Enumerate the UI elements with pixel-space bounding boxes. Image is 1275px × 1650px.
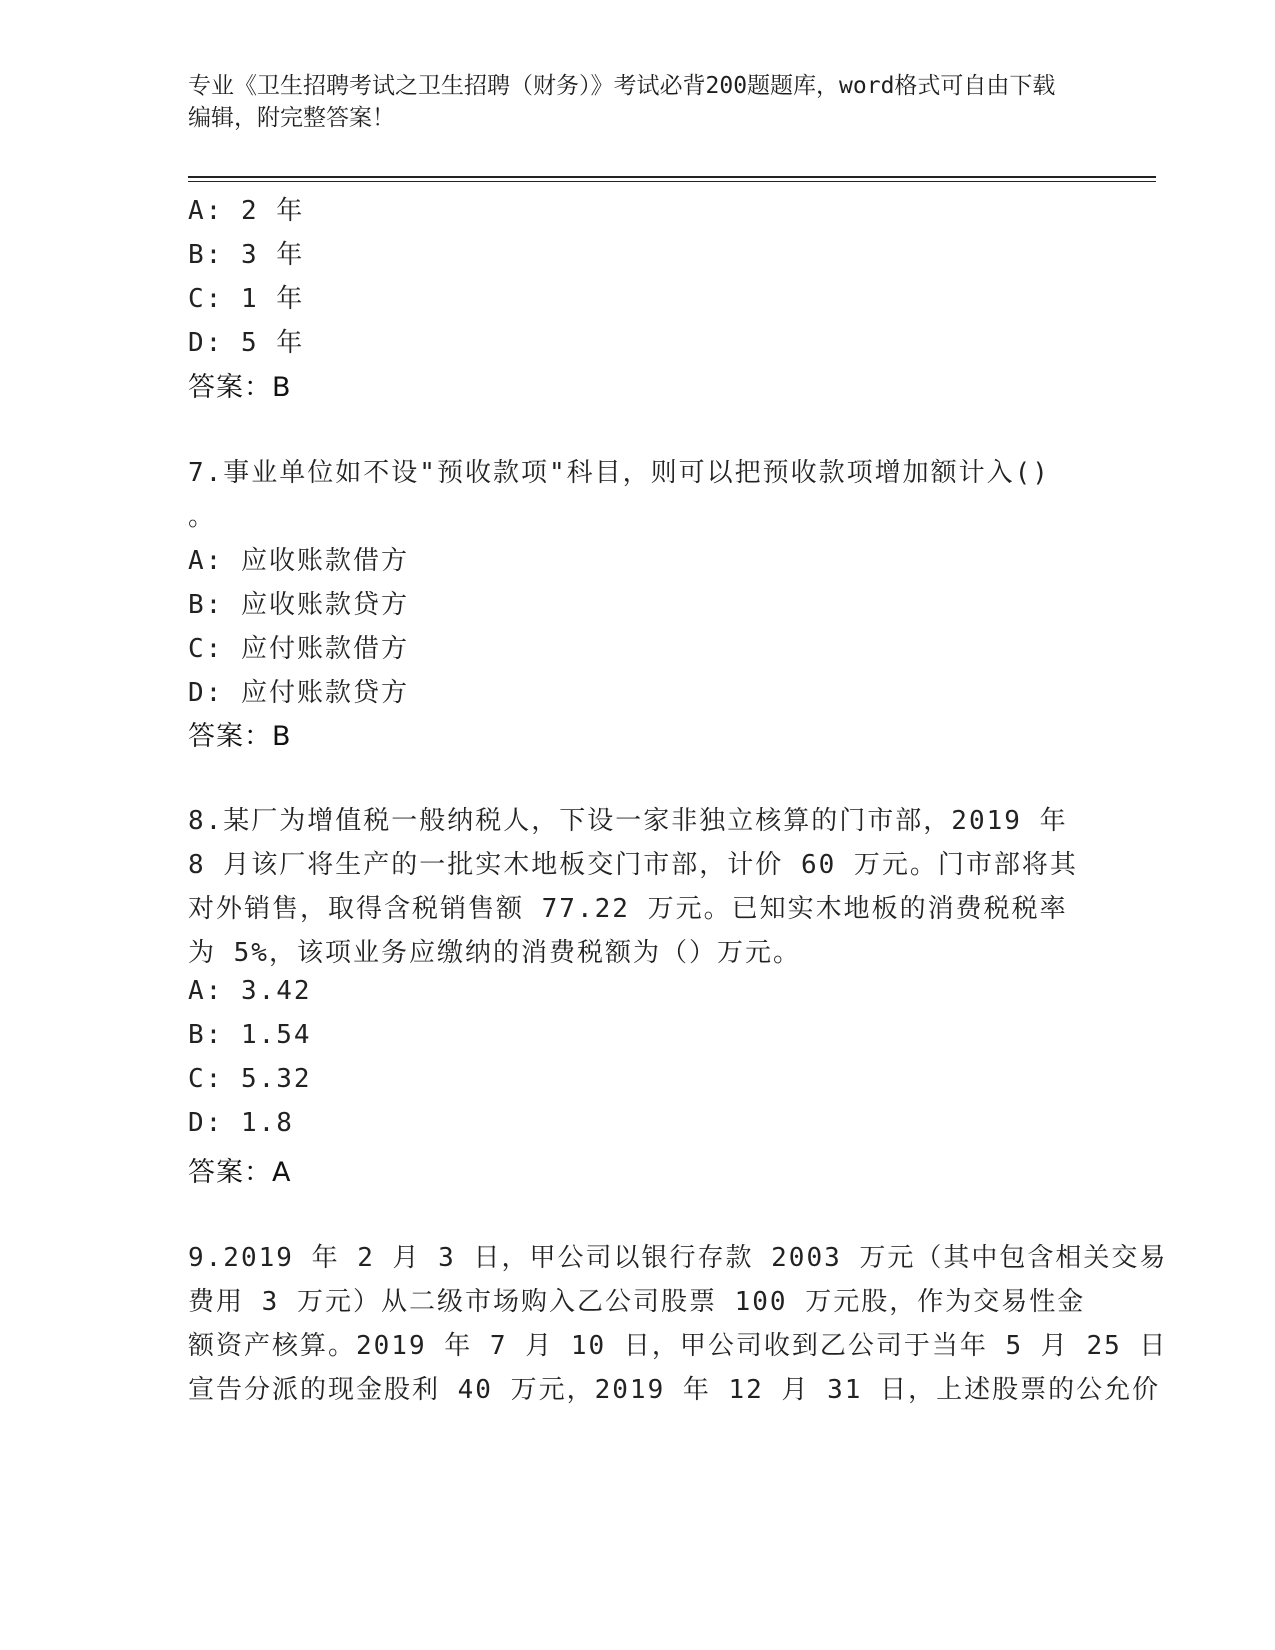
q8-stem-line-2: 8 月该厂将生产的一批实木地板交门市部，计价 60 万元。门市部将其: [188, 850, 1078, 880]
q8-stem-line-4: 为 5%，该项业务应缴纳的消费税额为（）万元。: [188, 938, 801, 968]
q9-stem-line-3: 额资产核算。2019 年 7 月 10 日，甲公司收到乙公司于当年 5 月 25 日: [188, 1331, 1168, 1361]
q7-option-d: D: 应付账款贷方: [188, 678, 409, 708]
q6-answer: 答案：B: [188, 372, 292, 403]
q6-option-b: B: 3 年: [188, 240, 305, 270]
header-rule-thin: [188, 181, 1156, 182]
q7-stem-line-2: 。: [188, 502, 217, 532]
q7-option-b: B: 应收账款贷方: [188, 590, 409, 620]
q8-option-a: A: 3.42: [188, 976, 312, 1006]
q6-option-c: C: 1 年: [188, 284, 305, 314]
q8-stem-line-1: 8.某厂为增值税一般纳税人，下设一家非独立核算的门市部，2019 年: [188, 806, 1068, 836]
q8-answer: 答案：A: [188, 1157, 292, 1188]
q8-option-d: D: 1.8: [188, 1108, 294, 1138]
q7-answer: 答案：B: [188, 721, 292, 752]
q7-option-a: A: 应收账款借方: [188, 546, 409, 576]
q8-option-c: C: 5.32: [188, 1064, 312, 1094]
q7-stem-line-1: 7.事业单位如不设"预收款项"科目，则可以把预收款项增加额计入(): [188, 458, 1050, 488]
q9-stem-line-2: 费用 3 万元）从二级市场购入乙公司股票 100 万元股，作为交易性金: [188, 1287, 1086, 1317]
q9-stem-line-1: 9.2019 年 2 月 3 日，甲公司以银行存款 2003 万元（其中包含相关交易: [188, 1243, 1168, 1273]
header-rule-thick: [188, 176, 1156, 178]
q6-option-d: D: 5 年: [188, 328, 305, 358]
q9-stem-line-4: 宣告分派的现金股利 40 万元，2019 年 12 月 31 日，上述股票的公允价: [188, 1375, 1161, 1405]
q7-option-c: C: 应付账款借方: [188, 634, 409, 664]
q8-option-b: B: 1.54: [188, 1020, 312, 1050]
q8-stem-line-3: 对外销售，取得含税销售额 77.22 万元。已知实木地板的消费税税率: [188, 894, 1068, 924]
q6-option-a: A: 2 年: [188, 196, 305, 226]
document-header: 专业《卫生招聘考试之卫生招聘（财务）》考试必背200题题库，word格式可自由下载编辑，附完整答案！: [188, 73, 1056, 131]
